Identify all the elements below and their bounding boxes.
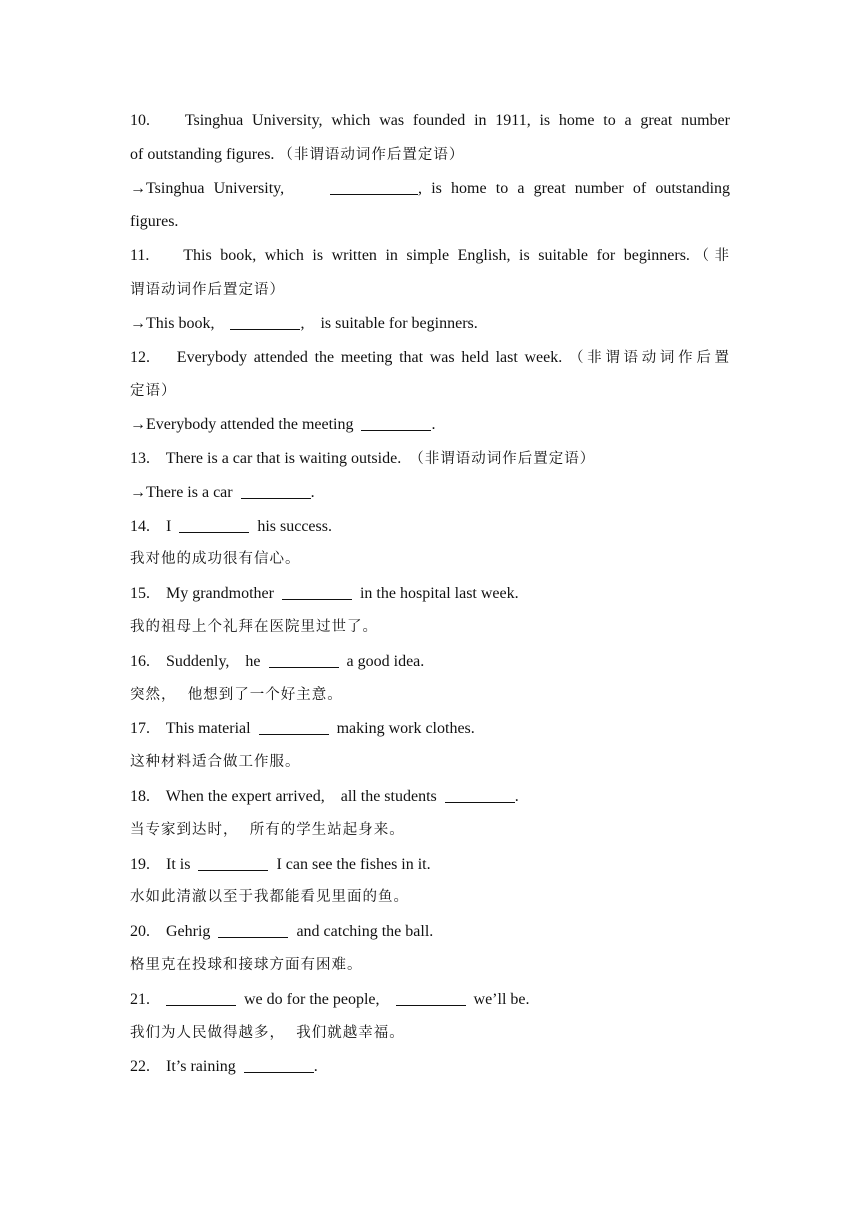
answer-blank[interactable] [269,651,339,668]
sentence-start: Gehrig [166,923,211,941]
answer-blank[interactable] [230,313,300,330]
grammar-note: （非谓语动词作后置定语） [409,450,596,467]
item-number: 20. [130,923,150,941]
question-text: This book, which is written in simple English, is suitable for beginners. [183,247,690,265]
translation-14: 我对他的成功很有信心。 [130,551,301,568]
worksheet-page [130,104,730,1084]
sentence-end: his success. [257,517,332,535]
sentence-start: It’s raining [166,1058,236,1076]
question-17 [130,712,730,746]
answer-blank[interactable] [218,921,288,938]
sentence-start: Suddenly, he [166,652,261,670]
sentence-end: and catching the ball. [296,923,434,941]
item-number: 12. [130,348,150,366]
question-21 [130,983,730,1017]
answer-blank[interactable] [179,516,249,533]
grammar-note: 定语） [130,383,177,400]
sentence-start: I [166,517,172,535]
answer-blank[interactable] [244,1056,314,1073]
question-text: of outstanding figures. [130,145,275,163]
sentence-end: . [514,787,519,805]
rewrite-text: . [431,416,436,434]
answer-12-line-1 [130,408,730,442]
sentence-start: It is [166,855,191,873]
sentence-start: When the expert arrived, all the students [165,787,437,805]
translation-20: 格里克在投球和接球方面有困难。 [130,956,363,973]
sentence-middle: we do for the people, [244,990,380,1008]
item-number: 11. [130,247,150,265]
item-number: 17. [130,720,150,738]
grammar-note: （非 [689,248,730,265]
question-15 [130,577,730,611]
question-12-line-1 [130,341,730,375]
item-number: 13. [130,449,150,467]
item-number: 16. [130,652,150,670]
answer-blank-1[interactable] [166,989,236,1006]
question-text: There is a car that is waiting outside. [165,449,402,467]
answer-11-line-1 [130,307,730,341]
question-20 [130,915,730,949]
answer-13-line-1 [130,476,730,510]
answer-blank[interactable] [259,718,329,735]
rewrite-text: . [310,483,315,501]
question-11-line-2 [130,273,730,307]
answer-blank[interactable] [198,854,268,871]
grammar-note: （非谓语动词作后置 [568,349,730,366]
rewrite-text: , is home to a great number of outstanding [418,179,730,197]
rewrite-text: →Tsinghua University, [130,179,285,197]
rewrite-text: →There is a car [130,483,233,501]
rewrite-text: , is suitable for beginners. [300,314,478,332]
question-22 [130,1050,730,1084]
question-18 [130,780,730,814]
item-number: 14. [130,517,150,535]
translation-18: 当专家到达时， 所有的学生站起身来。 [130,821,405,838]
sentence-end: in the hospital last week. [359,585,519,603]
answer-blank[interactable] [241,482,311,499]
question-13-line-1 [130,442,730,476]
rewrite-text: →This book, [130,314,215,332]
translation-15: 我的祖母上个礼拜在医院里过世了。 [130,618,378,635]
rewrite-text: →Everybody attended the meeting [130,416,354,434]
item-number: 18. [130,787,150,805]
answer-blank[interactable] [330,178,418,195]
item-number: 19. [130,855,150,873]
item-number: 10. [130,112,150,129]
sentence-end: we’ll be. [473,990,530,1008]
sentence-start: My grandmother [166,585,274,603]
question-10-line-1 [130,104,730,138]
grammar-note: 谓语动词作后置定语） [130,281,285,298]
translation-16: 突然， 他想到了一个好主意。 [130,686,343,703]
sentence-end: a good idea. [346,652,425,670]
answer-blank-2[interactable] [396,989,466,1006]
question-14 [130,510,730,544]
sentence-end: making work clothes. [336,720,475,738]
sentence-end: . [313,1058,318,1076]
rewrite-text: figures. [130,213,179,231]
translation-21: 我们为人民做得越多， 我们就越幸福。 [130,1024,405,1041]
translation-17: 这种材料适合做工作服。 [130,754,301,771]
translation-19: 水如此清澈以至于我都能看见里面的鱼。 [130,889,409,906]
question-16 [130,645,730,679]
question-19 [130,848,730,882]
sentence-start: This material [165,720,251,738]
sentence-end: I can see the fishes in it. [276,855,431,873]
question-text: Tsinghua University, which was founded in 1911, is home to a great number [184,112,730,129]
item-number: 21. [130,990,150,1008]
question-12-line-2 [130,374,730,408]
question-10-line-2 [130,138,730,172]
grammar-note: （非谓语动词作后置定语） [278,146,465,163]
answer-10-line-1 [130,172,730,206]
question-text: Everybody attended the meeting that was held last week. [176,348,563,366]
question-11-line-1 [130,239,730,273]
answer-blank[interactable] [282,583,352,600]
answer-blank[interactable] [445,786,515,803]
item-number: 22. [130,1058,150,1076]
item-number: 15. [130,585,150,603]
answer-10-line-2 [130,205,730,239]
answer-blank[interactable] [361,414,431,431]
